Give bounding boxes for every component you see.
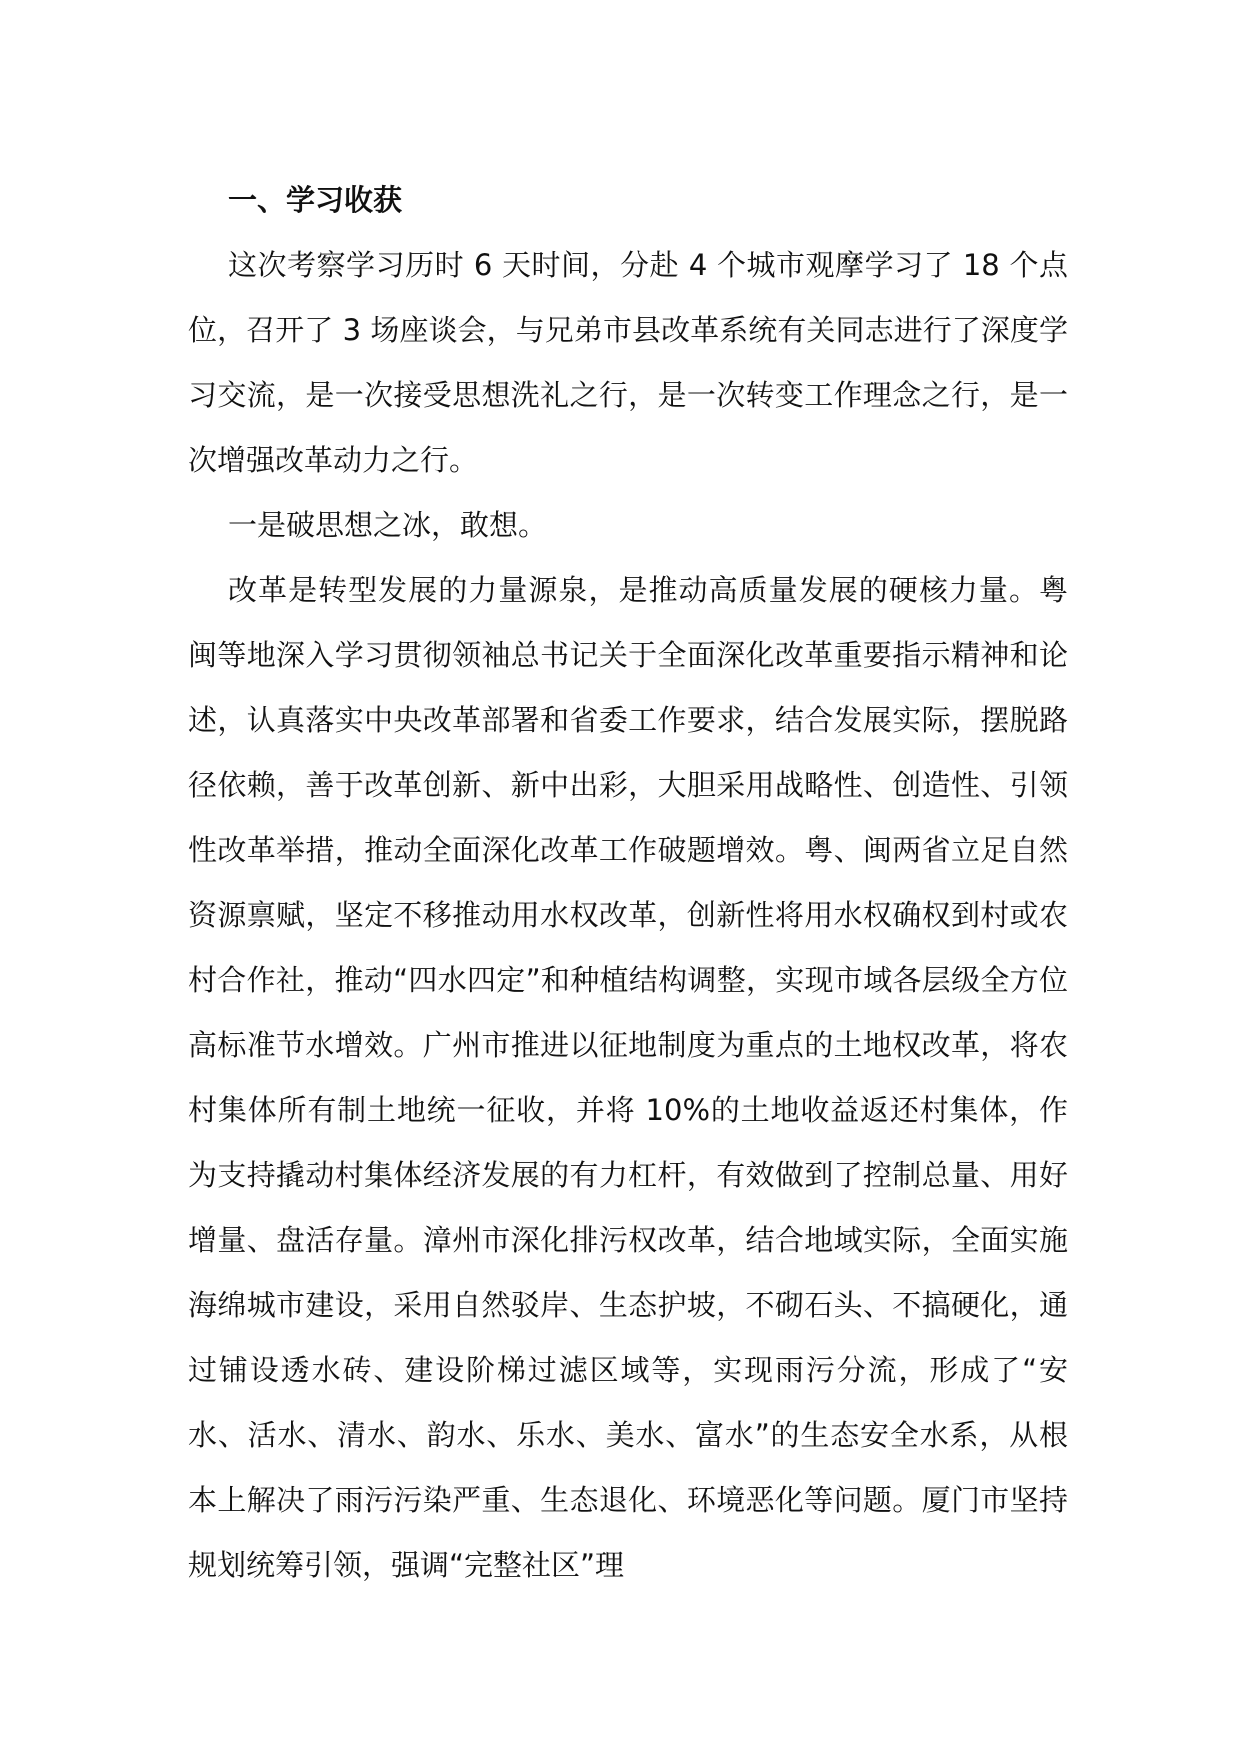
document-body xyxy=(188,168,1068,1598)
body-paragraph: 改革是转型发展的力量源泉，是推动高质量发展的硬核力量。粤闽等地深入学习贯彻领袖总书记关于全面深化改革重要指示精神和论述，认真落实中央改革部署和省委工作要求，结合发展实际，摆脱路径依赖，善于改革创新、新中出彩，大胆采用战略性、创造性、引领性改革举措，推动全面深化改革工作破题增效。粤、闽两省立足自然资源禀赋，坚定不移推动用水权改革，创新性将用水权确权到村或农村合作社，推动“四水四定”和种植结构调整，实现市域各层级全方位高标准节水增效。广州市推进以征地制度为重点的土地权改革，将农村集体所有制土地统一征收，并将 10%的土地收益返还村集体，作为支持撬动村集体经济发展的有力杠杆，有效做到了控制总量、用好增量、盘活存量。漳州市深化排污权改革，结合地域实际，全面实施海绵城市建设，采用自然驳岸、生态护坡，不砌石头、不搞硬化，通过铺设透水砖、建设阶梯过滤区域等，实现雨污分流，形成了“安水、活水、清水、韵水、乐水、美水、富水”的生态安全水系，从根本上解决了雨污污染严重、生态退化、环境恶化等问题。厦门市坚持规划统筹引领，强调“完整社区”理 xyxy=(188,573,1068,1582)
section-title: 一、学习收获 xyxy=(228,183,403,217)
subheading-paragraph: 一是破思想之冰，敢想。 xyxy=(228,508,548,542)
intro-paragraph: 这次考察学习历时 6 天时间，分赴 4 个城市观摩学习了 18 个点位，召开了 3 场座谈会，与兄弟市县改革系统有关同志进行了深度学习交流，是一次接受思想洗礼之行，是一次转变工作理念之行，是一次增强改革动力之行。 xyxy=(188,248,1068,477)
